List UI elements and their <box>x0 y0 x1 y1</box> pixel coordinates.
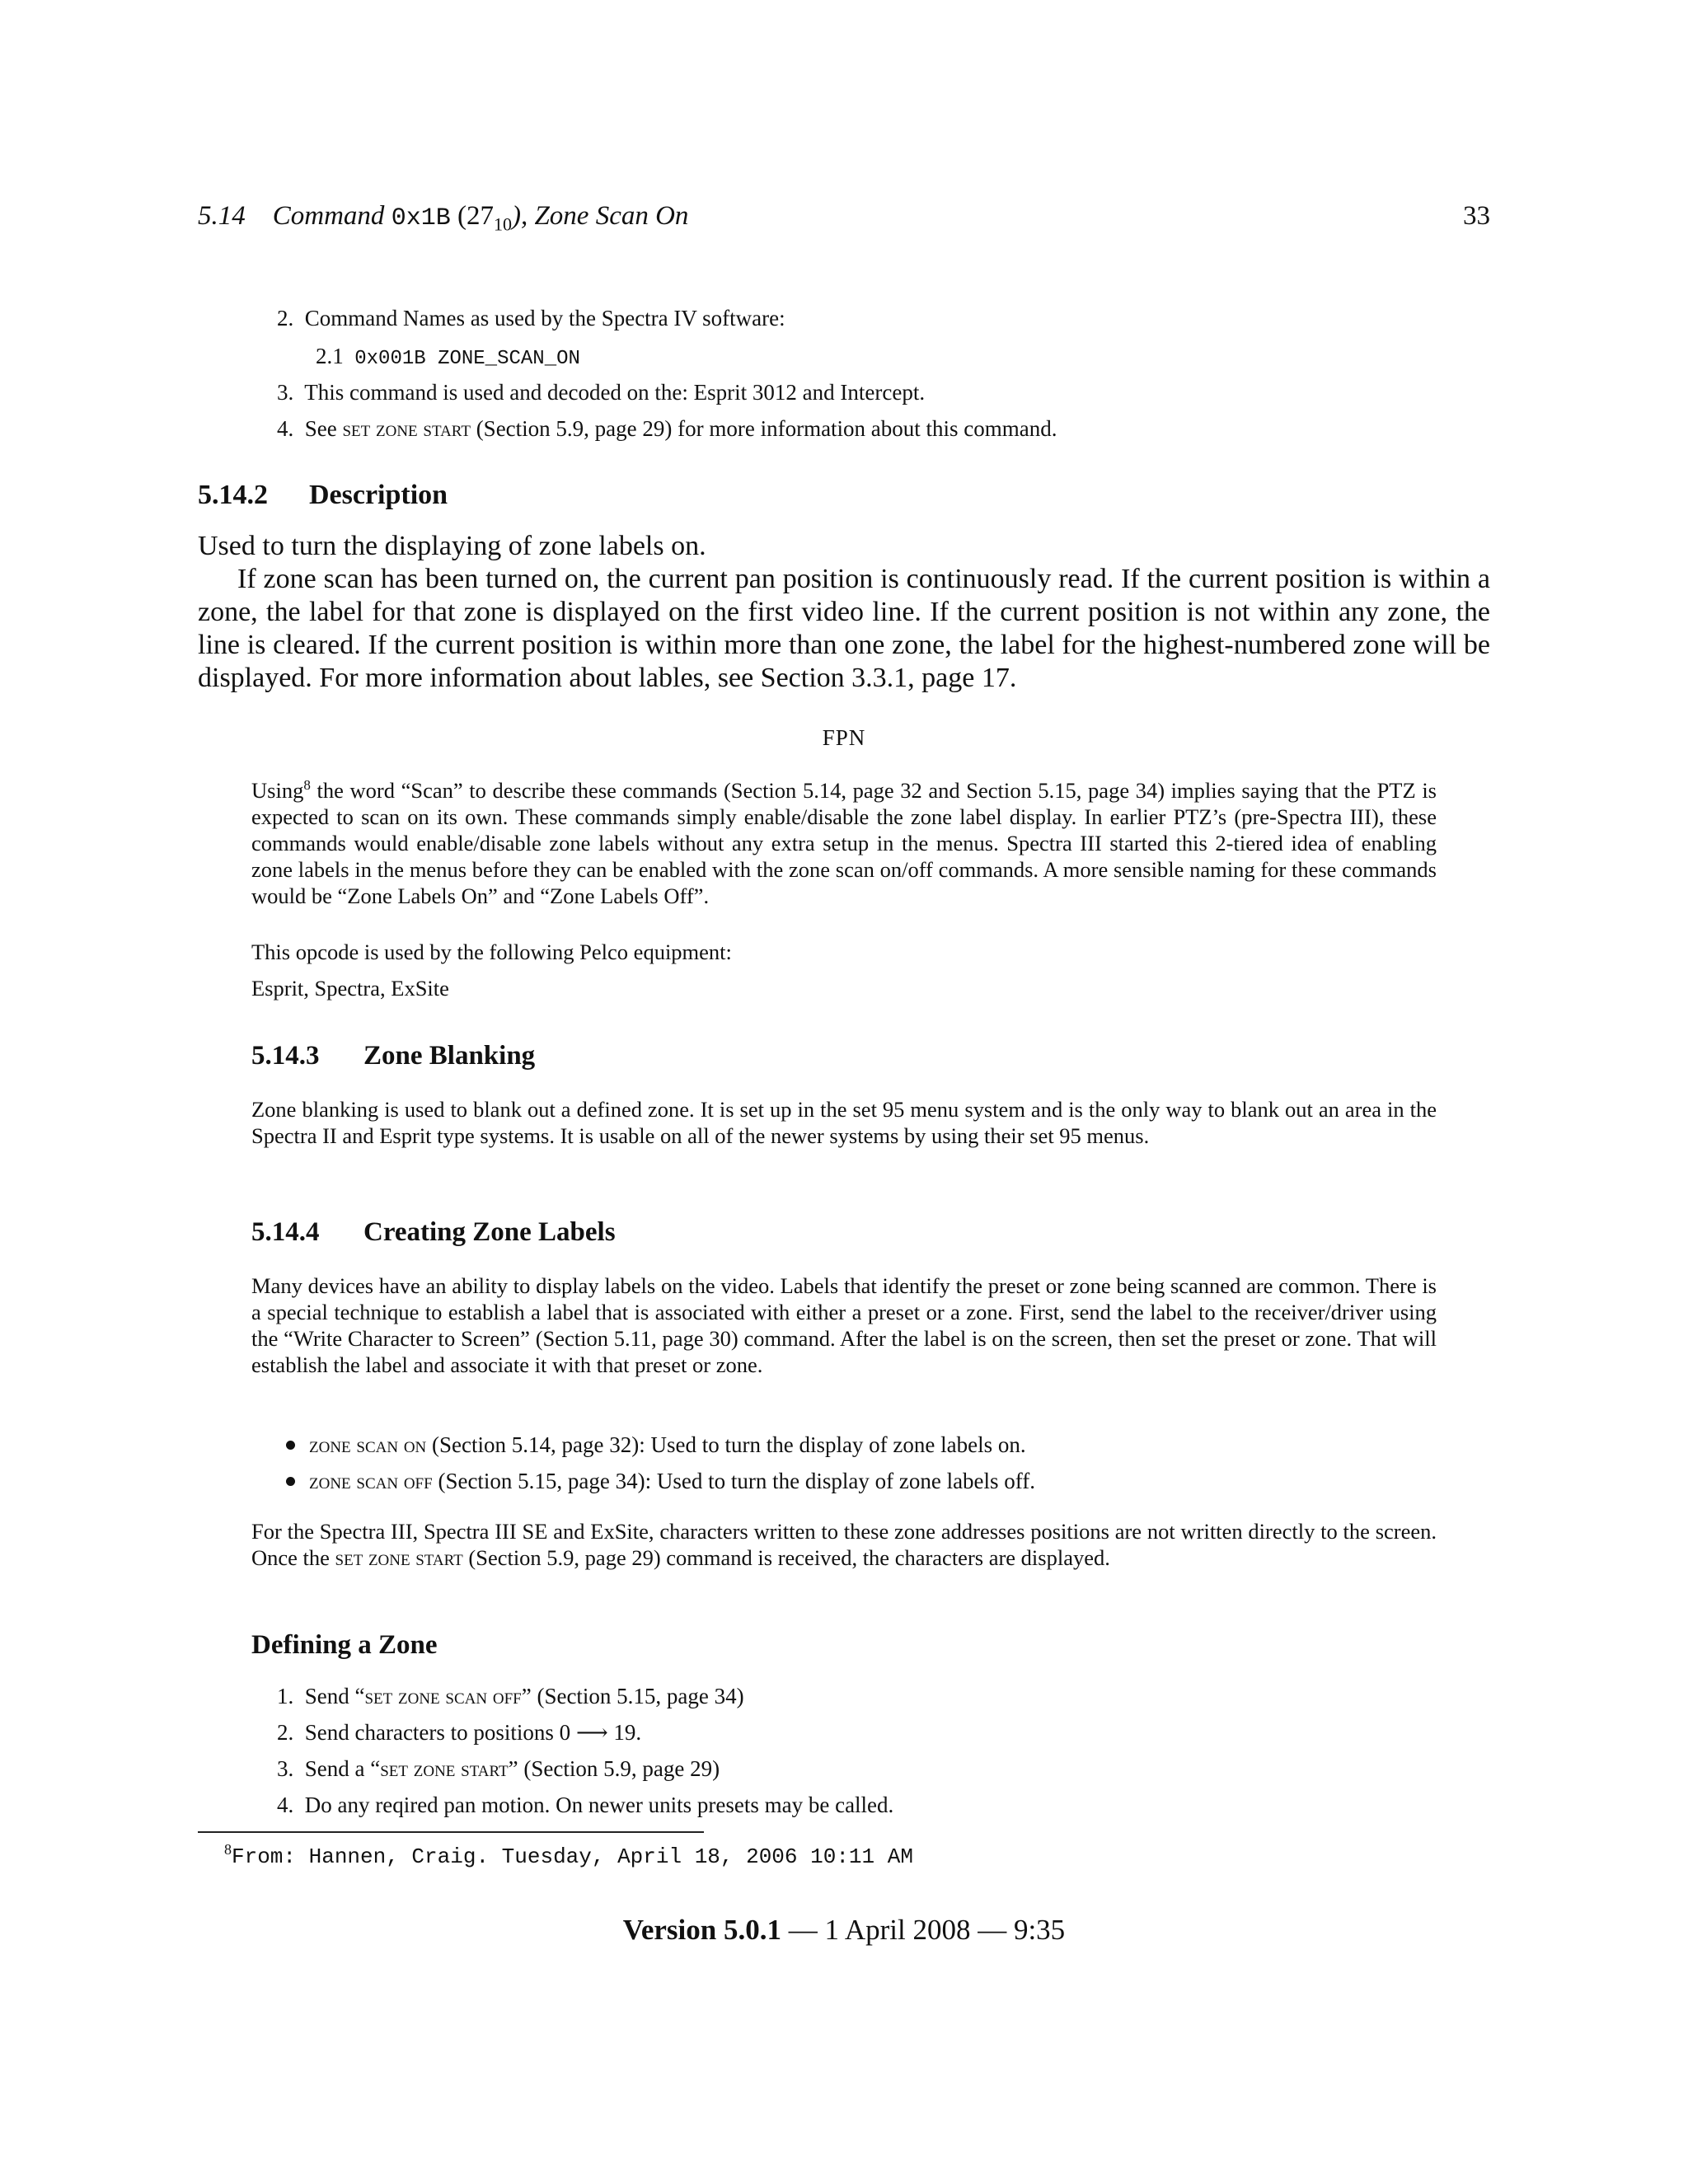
long-right-arrow-icon: ⟶ <box>575 1720 608 1745</box>
step-item: 4. Do any reqired pan motion. On newer units presets may be called. <box>277 1793 894 1817</box>
step-item: 1. Send “set zone scan off” (Section 5.15, page 34) <box>277 1684 744 1708</box>
section-heading: 5.14.3 Zone Blanking <box>251 1041 536 1071</box>
header-section-number: 5.14 <box>198 201 246 231</box>
header-base: 10 <box>493 213 512 235</box>
header-decimal: 27 <box>466 201 494 231</box>
list-item: 3. This command is used and decoded on the: Esprit 3012 and Intercept. <box>277 380 926 405</box>
footnote-mark: 8 <box>224 1841 232 1858</box>
bullet-item: zone scan off (Section 5.15, page 34): Used to turn the display of zone labels off. <box>309 1469 1036 1493</box>
bullet-icon <box>286 1477 295 1486</box>
zone-labels-paragraph: For the Spectra III, Spectra III SE and ExSite, characters written to these zone addresses positions are not written directly to the screen. Once the set zone start (Section 5.9, page 29) command is received, the characters are displayed. <box>251 1519 1437 1570</box>
fpn-paragraph: This opcode is used by the following Pelco equipment: <box>251 940 732 964</box>
bullet-icon <box>286 1441 295 1450</box>
footnote-text: From: Hannen, Craig. Tuesday, April 18, 2006 10:11 AM <box>232 1844 913 1869</box>
description-text <box>198 530 1490 695</box>
subsection-heading: Defining a Zone <box>251 1630 438 1660</box>
command-name-code: 0x001B ZONE_SCAN_ON <box>354 348 580 370</box>
header-title-prefix: Command <box>272 201 385 231</box>
version-label: Version 5.0.1 <box>622 1914 781 1946</box>
list-item: 4. See set zone start (Section 5.9, page 29) for more information about this command. <box>277 416 1057 441</box>
command-reference: set zone start <box>342 416 471 441</box>
section-heading: 5.14.4 Creating Zone Labels <box>251 1217 616 1247</box>
step-item: 2. Send characters to positions 0 ⟶ 19. <box>277 1718 641 1747</box>
description-paragraph: If zone scan has been turned on, the current pan position is continuously read. If the current position is within a zone, the label for that zone is displayed on the first video line. If the current position is not within any zone, the line is cleared. If the current position is within more than one zone, the label for the highest-numbered zone will be displayed. For more information about lables, see Section 3.3.1, page 17. <box>198 564 1490 693</box>
footnote <box>224 1841 913 1869</box>
footer-date: — 1 April 2008 — 9:35 <box>781 1914 1066 1946</box>
fpn-paragraph: Using$^8$ the word “Scan” to describe these commands (Section 5.14, page 32 and Section 5.15, page 34) implies saying that the PTZ is expected to scan on its own. These commands simply enable/disable the zone label display. In earlier PTZ’s (pre-Spectra III), these commands would enable/disable zone labels without any extra setup in the menus. Spectra III started this 2-tiered idea of enabling zone labels in the menus before they can be enabled with the zone scan on/off commands. A more sensible naming for these commands would be “Zone Labels On” and “Zone Labels Off”. <box>251 777 1437 908</box>
page-footer <box>0 1914 1688 1947</box>
page-number: 33 <box>1463 201 1490 231</box>
list-item-sub: 2.1 0x001B ZONE_SCAN_ON <box>316 344 580 370</box>
header-title-suffix: ), Zone Scan On <box>511 201 689 231</box>
footnote-reference: 8 <box>303 777 311 793</box>
zone-labels-paragraph: Many devices have an ability to display labels on the video. Labels that identify the preset or zone being scanned are common. There is a special technique to establish a label that is associated with either a preset or a zone. First, send the label to the receiver/driver using the “Write Character to Screen” (Section 5.11, page 30) command. After the label is on the screen, then set the preset or zone. That will establish the label and associate it with that preset or zone. <box>251 1273 1437 1377</box>
description-line: Used to turn the displaying of zone labels on. <box>198 531 706 561</box>
step-item: 3. Send a “set zone start” (Section 5.9, page 29) <box>277 1756 720 1781</box>
fpn-equipment: Esprit, Spectra, ExSite <box>251 976 449 1001</box>
zone-blanking-paragraph: Zone blanking is used to blank out a defined zone. It is set up in the set 95 menu system and is the only way to blank out an area in the Spectra II and Esprit type systems. It is usable on all of the newer systems by using their set 95 menus. <box>251 1097 1437 1148</box>
section-heading: 5.14.2 Description <box>198 480 448 510</box>
bullet-item: zone scan on (Section 5.14, page 32): Used to turn the display of zone labels on. <box>309 1432 1026 1457</box>
footnote-rule <box>198 1831 704 1833</box>
fpn-label: FPN <box>822 725 866 750</box>
header-section-title: 5.14 Command 0x1B $(27_{10})$, Zone Scan On <box>198 201 689 235</box>
header-opcode: 0x1B <box>391 204 451 232</box>
list-item: 2. Command Names as used by the Spectra IV software: <box>277 306 785 330</box>
running-header <box>198 201 1490 242</box>
